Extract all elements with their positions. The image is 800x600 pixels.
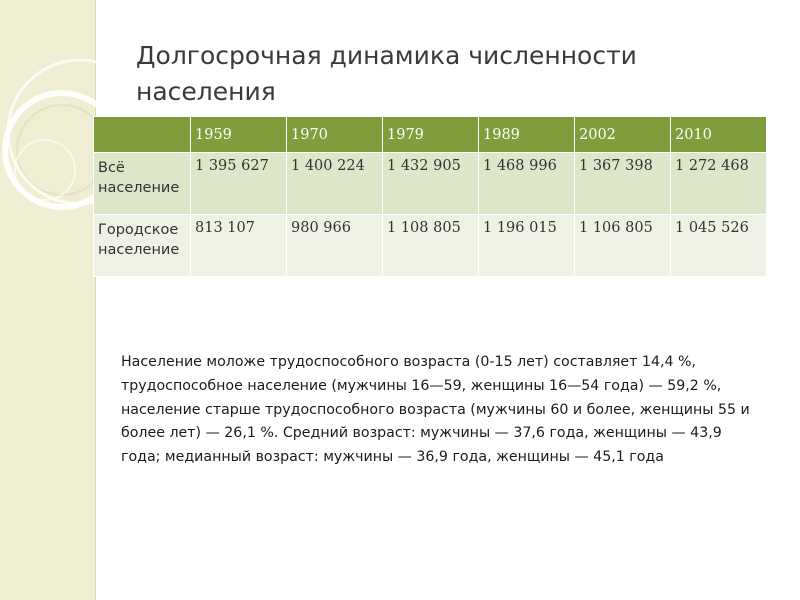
table-cell: 1 395 627 (191, 153, 287, 215)
table-cell: 1 272 468 (671, 153, 767, 215)
year-header: 2010 (671, 117, 767, 153)
table-cell: 1 468 996 (479, 153, 575, 215)
year-header: 1989 (479, 117, 575, 153)
table-cell: 1 400 224 (287, 153, 383, 215)
table-cell: 813 107 (191, 215, 287, 277)
table-cell: 1 108 805 (383, 215, 479, 277)
table-cell: 1 045 526 (671, 215, 767, 277)
table-cell: 1 432 905 (383, 153, 479, 215)
row-label: Городское население (94, 215, 191, 277)
table-cell: 1 196 015 (479, 215, 575, 277)
table-row (94, 153, 767, 215)
demographics-paragraph: Население моложе трудоспособного возраста (0-15 лет) составляет 14,4 %, трудоспособное население (мужчины 16—59, женщины 16—54 года) — 59,2 %, население старше трудоспособного возраста (мужчины 60 и более, женщины 55 и более лет) — 26,1 %. Средний возраст: мужчины — 37,6 года, женщины — 43,9 года; медианный возраст: мужчины — 36,9 года, женщины — 45,1 года (121, 354, 750, 466)
year-header: 1970 (287, 117, 383, 153)
year-header: 2002 (575, 117, 671, 153)
row-label: Всё население (94, 153, 191, 215)
table-cell: 1 106 805 (575, 215, 671, 277)
table-cell: 980 966 (287, 215, 383, 277)
year-header: 1979 (383, 117, 479, 153)
table-header-row (94, 117, 767, 153)
table-cell: 1 367 398 (575, 153, 671, 215)
year-header: 1959 (191, 117, 287, 153)
population-table (93, 116, 767, 277)
table-corner-cell (94, 117, 191, 153)
table-row (94, 215, 767, 277)
page-title: Долгосрочная динамика численности населения (136, 41, 637, 106)
